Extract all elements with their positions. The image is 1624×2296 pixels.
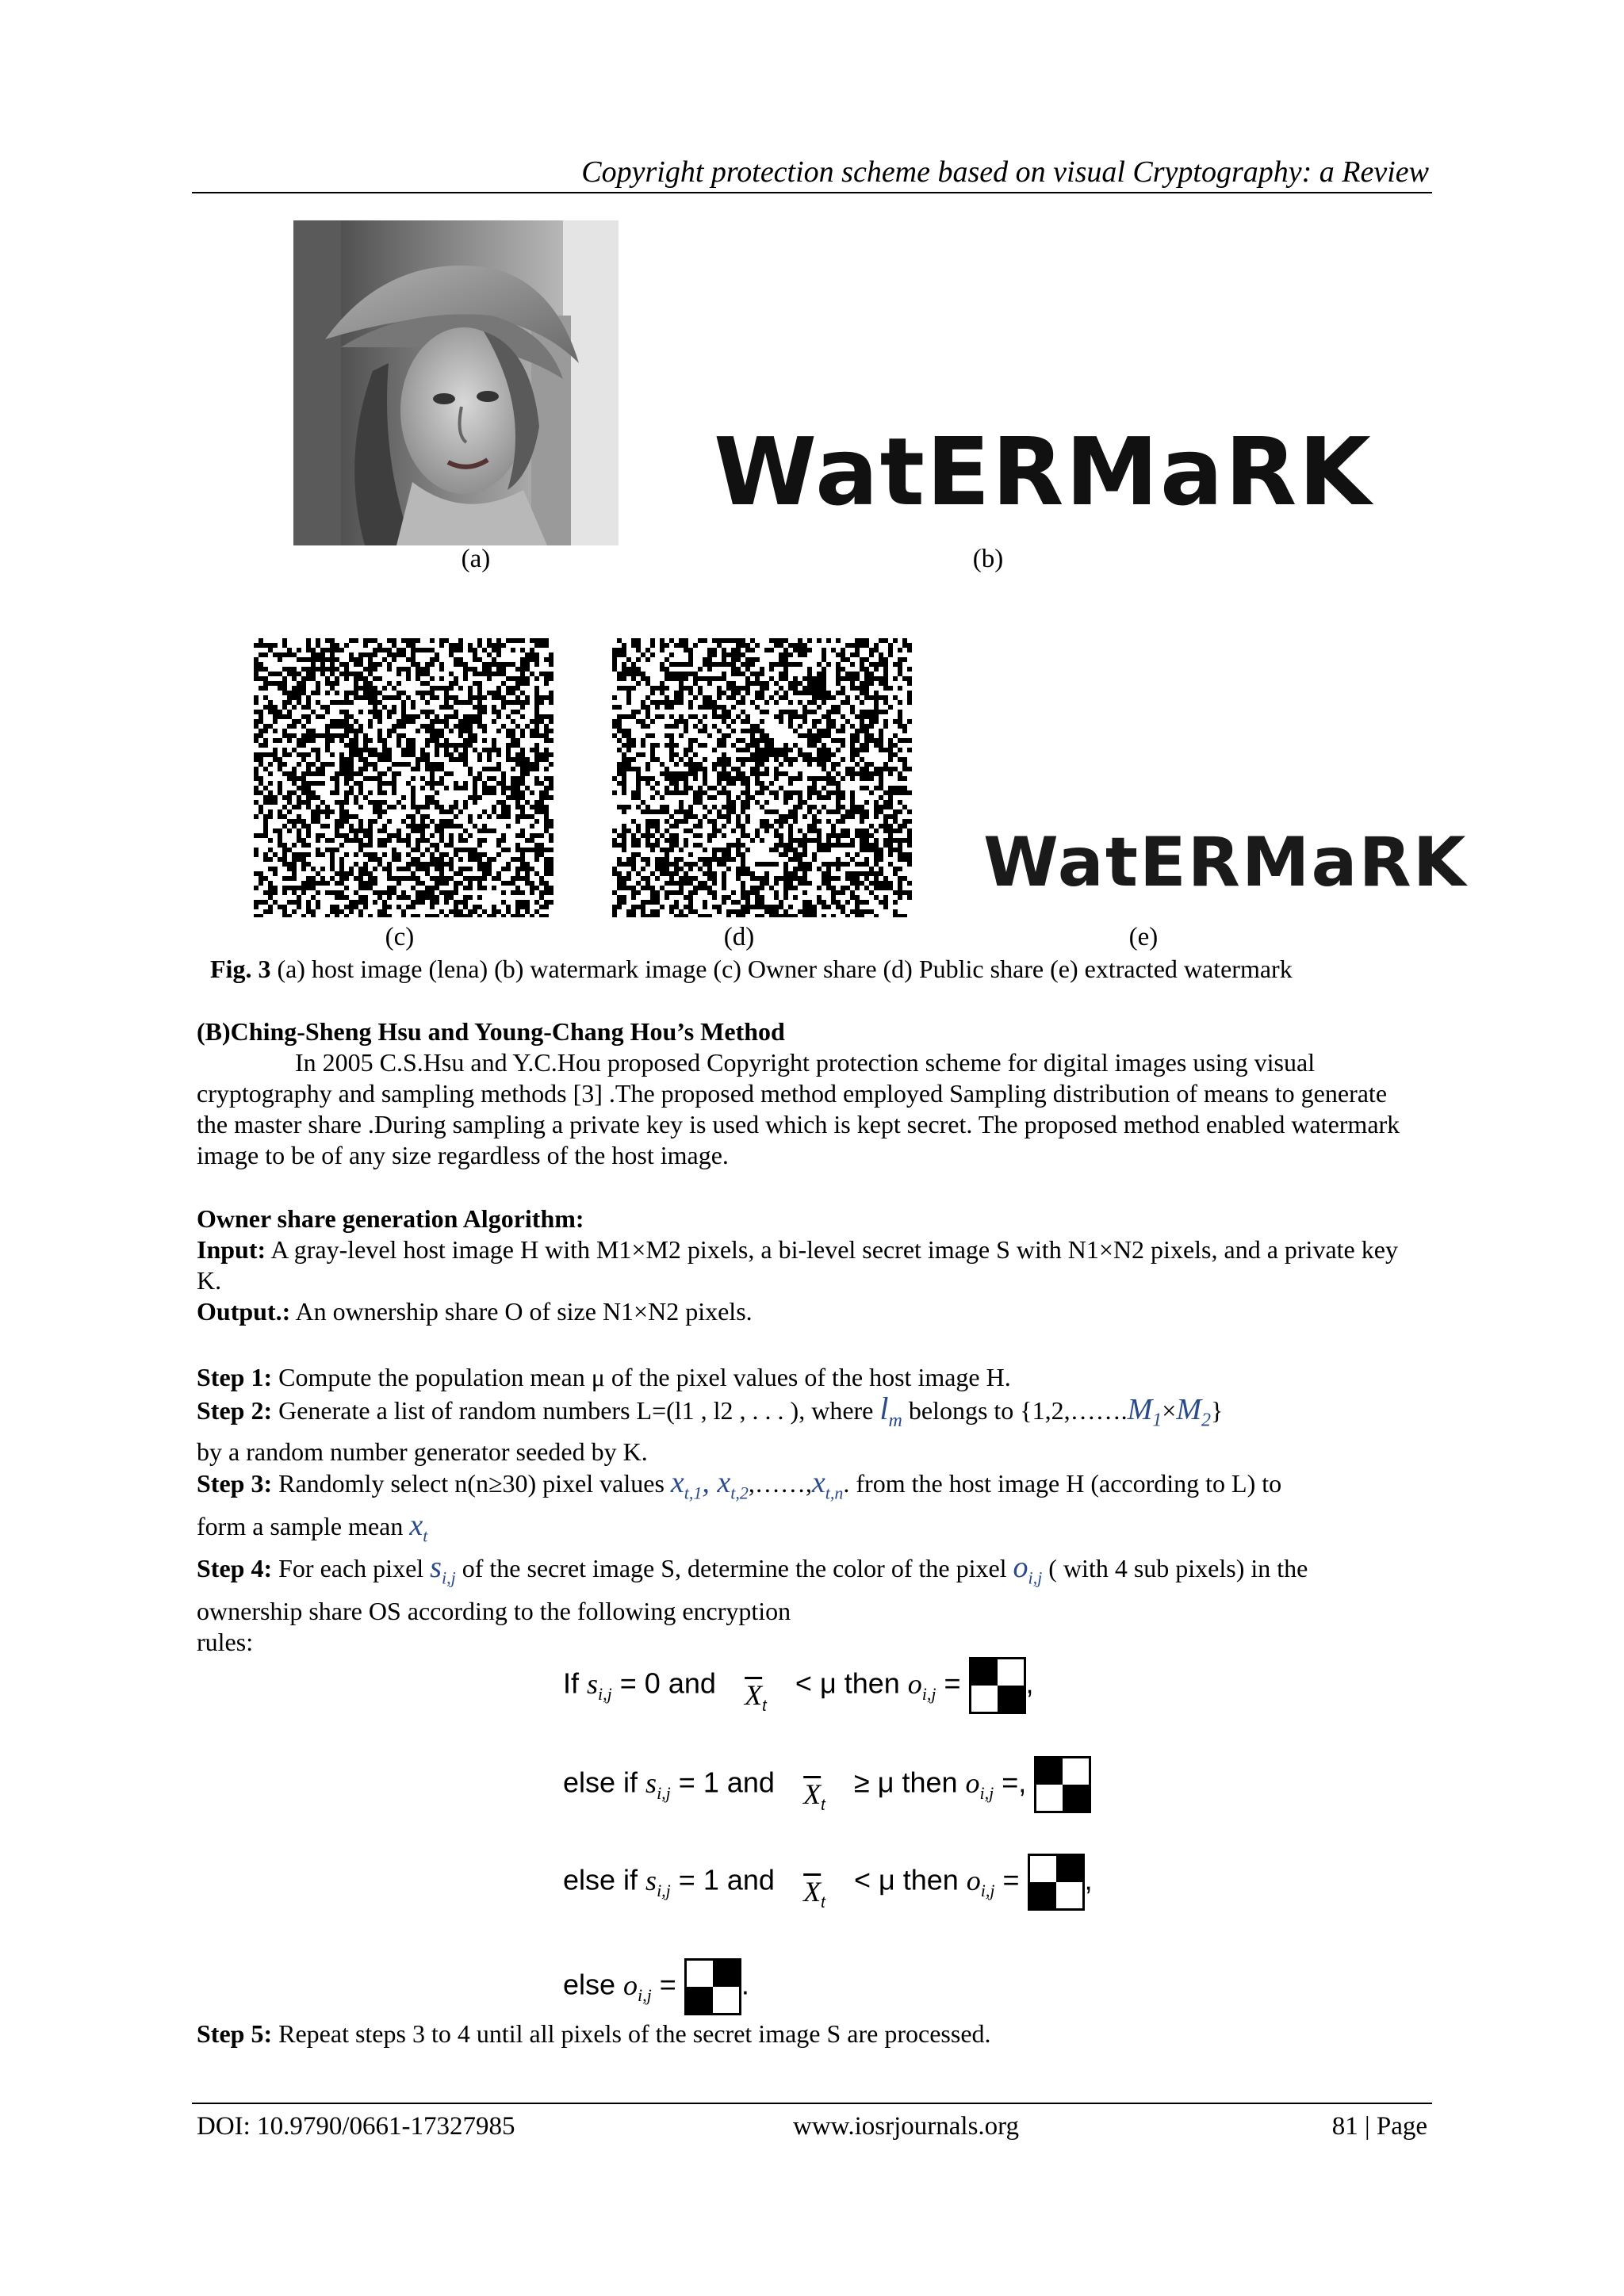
rule4-prefix: else — [563, 1968, 624, 2001]
step4-s: s — [430, 1551, 442, 1584]
rule4-eq: = — [651, 1968, 676, 2001]
section-paragraph — [197, 1047, 1410, 1171]
rule4-o-sub: i,j — [638, 1984, 652, 2005]
step-2-line2: by a random number generator seeded by K. — [197, 1437, 648, 1466]
rule3-o: o — [966, 1864, 981, 1896]
step3-text-b: . from the host image H (according to L) to — [843, 1469, 1282, 1498]
step3-dots: ,……, — [748, 1469, 812, 1498]
step3-line2-text: form a sample mean — [197, 1512, 410, 1540]
figure-caption-label: Fig. 3 — [210, 955, 271, 983]
footer-rule — [192, 2103, 1432, 2104]
footer-page: 81 | Page — [1331, 2112, 1427, 2141]
rule3-s: s — [645, 1864, 657, 1896]
section-heading-text: (B)Ching-Sheng Hsu and Young-Chang Hou’s Method — [197, 1017, 785, 1046]
rule2-o: o — [965, 1766, 980, 1799]
rule1-cond: = 0 and — [611, 1667, 716, 1700]
rule3-s-sub: i,j — [657, 1880, 671, 1900]
input-label: Input: — [197, 1235, 266, 1264]
step3-xn: x — [811, 1466, 825, 1499]
step2-m2-sub: 2 — [1201, 1410, 1211, 1431]
rule2-xbar-sub: t — [821, 1796, 825, 1814]
rule2-suffix: , — [1018, 1766, 1027, 1799]
rule3-eq: = — [994, 1863, 1020, 1896]
algorithm-title-text: Owner share generation Algorithm: — [197, 1204, 584, 1233]
rule3-xbar-sub: t — [821, 1893, 825, 1911]
rule4-suffix: . — [741, 1968, 749, 2001]
step4-o-sub: i,j — [1028, 1567, 1043, 1588]
rule3-cond: = 1 and — [670, 1863, 775, 1896]
step-2 — [197, 1393, 1418, 1437]
rule1-s-sub: i,j — [598, 1683, 612, 1704]
rule1-rel: < μ then — [795, 1667, 908, 1700]
header-rule — [192, 192, 1432, 193]
rule4-pattern-icon — [684, 1958, 741, 2015]
algorithm-output — [197, 1296, 1418, 1327]
step1-label: Step 1: — [197, 1363, 273, 1391]
rule2-prefix: else if — [563, 1766, 646, 1799]
rule3-xbar: $\overline{X}$ — [803, 1875, 822, 1908]
step4-text-a: For each pixel — [272, 1554, 431, 1582]
step4-o: o — [1013, 1551, 1028, 1584]
output-label: Output.: — [197, 1297, 291, 1326]
step3-xt: x — [409, 1509, 423, 1542]
rule2-eq: = — [994, 1766, 1019, 1799]
rule1-s: s — [587, 1667, 599, 1700]
step4-label: Step 4: — [197, 1554, 273, 1582]
figure-label-d: (d) — [723, 923, 755, 951]
rule1-eq: = — [936, 1667, 961, 1700]
footer-site: www.iosrjournals.org — [793, 2112, 1020, 2141]
step3-x1-sub: t,1 — [684, 1483, 703, 1503]
rule1-o-sub: i,j — [921, 1683, 936, 1704]
step4-text-b: of the secret image S, determine the color of the pixel — [455, 1554, 1013, 1582]
figure-caption — [210, 953, 1293, 985]
rule2-s: s — [645, 1766, 657, 1799]
step2-close: } — [1211, 1396, 1224, 1425]
step2-m1-sub: 1 — [1152, 1410, 1162, 1431]
output-text: An ownership share O of size N1×N2 pixels. — [290, 1297, 753, 1326]
rule-2 — [563, 1756, 1091, 1813]
step-4-line2: ownership share OS according to the following encryption — [197, 1597, 791, 1625]
step5-text: Repeat steps 3 to 4 until all pixels of the secret image S are processed. — [272, 2019, 991, 2048]
input-text: A gray-level host image H with M1×M2 pixels, a bi-level secret image S with N1×N2 pixels, and a private key K. — [197, 1235, 1398, 1295]
rule1-o: o — [907, 1667, 922, 1700]
step4-text-c: ( with 4 sub pixels) in the — [1042, 1554, 1308, 1582]
step3-x2-sub: t,2 — [730, 1483, 749, 1503]
extracted-watermark-image: WatERMaRK — [983, 823, 1468, 902]
host-image-lena — [293, 220, 619, 545]
step2-label: Step 2: — [197, 1396, 273, 1425]
step3-xn-sub: t,n — [825, 1483, 844, 1503]
rule2-o-sub: i,j — [979, 1782, 994, 1803]
running-header: Copyright protection scheme based on visual Cryptography: a Review — [581, 155, 1429, 189]
owner-share-image — [254, 638, 553, 917]
step2-text-b: belongs to {1,2,……. — [902, 1396, 1128, 1425]
watermark-image: WatERMaRK — [714, 417, 1373, 526]
section-paragraph-text: In 2005 C.S.Hsu and Y.C.Hou proposed Copyright protection scheme for digital images using visual cryptography and sampling methods [3] .The proposed method employed Sampling distribution of means to generate the master share .During sampling a private key is used which is kept secret. The proposed method enabled watermark image to be of any size regardless of the host image. — [197, 1048, 1400, 1169]
footer-doi: DOI: 10.9790/0661-17327985 — [197, 2112, 515, 2141]
step3-label: Step 3: — [197, 1469, 273, 1498]
rule3-o-sub: i,j — [980, 1880, 995, 1900]
step4-s-sub: i,j — [441, 1567, 456, 1588]
step2-m2: M — [1176, 1393, 1201, 1426]
step5-label: Step 5: — [197, 2019, 273, 2048]
figure-label-b: (b) — [972, 545, 1004, 573]
rule2-pattern-icon — [1034, 1756, 1091, 1813]
rule1-suffix: , — [1025, 1667, 1034, 1700]
rule1-xbar: $\overline{X}$ — [745, 1678, 763, 1711]
rule1-prefix: If — [563, 1667, 588, 1700]
step3-text-a: Randomly select n(n≥30) pixel values — [272, 1469, 671, 1498]
step-4 — [197, 1552, 1418, 1594]
step-4-line3: rules: — [197, 1628, 254, 1656]
step3-x2: x — [717, 1466, 731, 1499]
rule2-rel: ≥ μ then — [853, 1766, 966, 1799]
algorithm-input — [197, 1234, 1410, 1296]
step2-lm: l — [879, 1391, 889, 1426]
rule1-pattern-icon — [969, 1657, 1026, 1714]
algorithm-title — [197, 1203, 584, 1234]
rule-3 — [563, 1854, 1093, 1911]
step-1 — [197, 1362, 1418, 1393]
rule2-xbar: $\overline{X}$ — [803, 1777, 822, 1810]
step1-text: Compute the population mean μ of the pixel values of the host image H. — [272, 1363, 1011, 1391]
step-3-line2 — [197, 1510, 1418, 1552]
figure-caption-text: (a) host image (lena) (b) watermark image (c) Owner share (d) Public share (e) extracted watermark — [270, 955, 1293, 983]
step-5 — [197, 2019, 1418, 2049]
rule4-o: o — [623, 1969, 638, 2001]
rule2-cond: = 1 and — [670, 1766, 775, 1799]
rule3-prefix: else if — [563, 1863, 646, 1896]
rule2-s-sub: i,j — [657, 1782, 671, 1803]
section-heading — [197, 1016, 785, 1047]
figure-label-a: (a) — [461, 545, 491, 573]
figure-label-c: (c) — [385, 923, 415, 951]
step2-m1: M — [1127, 1393, 1153, 1426]
rule1-xbar-sub: t — [762, 1697, 767, 1715]
rule-4 — [563, 1958, 749, 2015]
step2-times: × — [1162, 1396, 1177, 1425]
step2-text-a: Generate a list of random numbers L=(l1 , l2 , . . . ), where — [272, 1396, 880, 1425]
figure-label-e: (e) — [1128, 923, 1159, 951]
rule3-pattern-icon — [1028, 1854, 1085, 1911]
step2-lm-sub: m — [888, 1410, 902, 1431]
public-share-image — [612, 638, 912, 917]
step-3: Step 3: Randomly select n(n≥30) pixel values $x_{t,1}$, $x_{t,2},\dots\dots,x_{t,n}$. from the host image H (according to L) to — [197, 1466, 1282, 1503]
step3-x1: x — [670, 1466, 684, 1499]
rule3-rel: < μ then — [853, 1863, 967, 1896]
rule-1 — [563, 1657, 1034, 1714]
step3-xt-sub: t — [423, 1525, 428, 1546]
rule3-suffix: , — [1084, 1863, 1093, 1896]
